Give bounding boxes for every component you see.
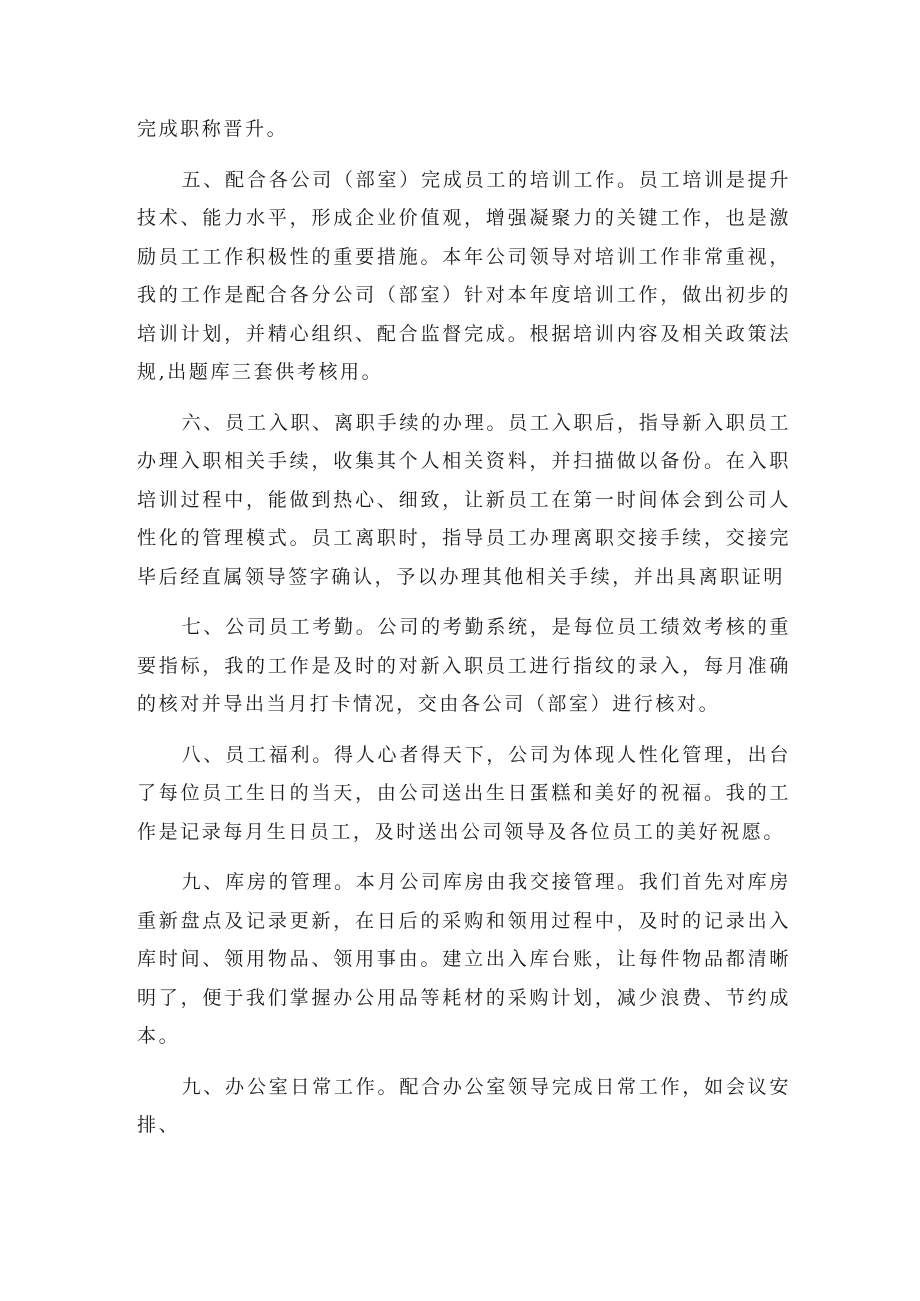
- paragraph-attendance: 七、公司员工考勤。公司的考勤系统，是每位员工绩效考核的重要指标，我的工作是及时的对新入职员工进行指纹的录入，每月准确的核对并导出当月打卡情况，交由各公司（部室）进行核对。: [137, 616, 791, 715]
- paragraph-warehouse: 九、库房的管理。本月公司库房由我交接管理。我们首先对库房重新盘点及记录更新，在日后的采购和领用过程中，及时的记录出入库时间、领用物品、领用事由。建立出入库台账，让每件物品都清晰明了，便于我们掌握办公用品等耗材的采购计划，减少浪费、节约成本。: [137, 871, 791, 1047]
- paragraph-continuation: 完成职称晋升。: [137, 118, 289, 140]
- paragraph-onboarding: 六、员工入职、离职手续的办理。员工入职后，指导新入职员工办理入职相关手续，收集其个人相关资料，并扫描做以备份。在入职培训过程中，能做到热心、细致，让新员工在第一时间体会到公司人性化的管理模式。员工离职时，指导员工办理离职交接手续，交接完毕后经直属领导签字确认，予以办理其他相关手续，并出具离职证明: [137, 411, 791, 588]
- document-body: [137, 110, 791, 1157]
- paragraph-welfare: 八、员工福利。得人心者得天下，公司为体现人性化管理，出台了每位员工生日的当天，由公司送出生日蛋糕和美好的祝福。我的工作是记录每月生日员工，及时送出公司领导及各位员工的美好祝愿。: [137, 743, 791, 843]
- paragraph-training: 五、配合各公司（部室）完成员工的培训工作。员工培训是提升技术、能力水平，形成企业价值观，增强凝聚力的关键工作，也是激励员工工作积极性的重要措施。本年公司领导对培训工作非常重视，我的工作是配合各分公司（部室）针对本年度培训工作，做出初步的培训计划，并精心组织、配合监督完成。根据培训内容及相关政策法规,出题库三套供考核用。: [137, 168, 791, 383]
- paragraph-office-work: 九、办公室日常工作。配合办公室领导完成日常工作，如会议安排、: [137, 1075, 791, 1136]
